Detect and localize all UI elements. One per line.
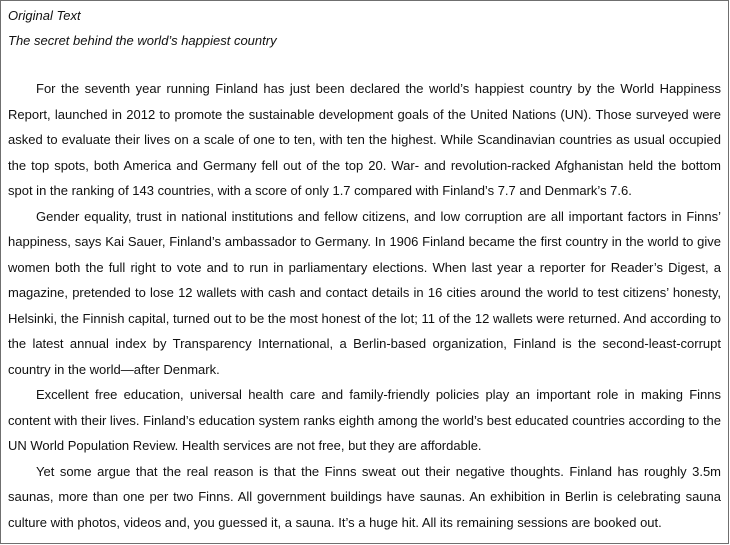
paragraph-2: Gender equality, trust in national institutions and fellow citizens, and low corruption are all important factors in Finns’ happiness, says Kai Sauer, Finland’s ambassador to Germany. In 1906 Finland became the first country in the world to give women both the full right to vote and to run in parliamentary elections. When last year a reporter for Reader’s Digest, a magazine, pretended to lose 12 wallets with cash and contact details in 16 cities around the world to test citizens’ honesty, Helsinki, the Finnish capital, turned out to be the most honest of the lot; 11 of the 12 wallets were returned. And according to the latest annual index by Transparency International, a Berlin-based organization, Finland is the second-least-corrupt country in the world—after Denmark. — [8, 208, 721, 377]
article-title: The secret behind the world’s happiest country — [8, 33, 277, 48]
article-body — [8, 76, 721, 535]
paragraph-1: For the seventh year running Finland has just been declared the world’s happiest country by the World Happiness Report, launched in 2012 to promote the sustainable development goals of the United Nations (UN). Those surveyed were asked to evaluate their lives on a scale of one to ten, with ten the highest. While Scandinavian countries as usual occupied the top spots, both America and Germany fell out of the top 20. War- and revolution-racked Afghanistan held the bottom spot in the ranking of 143 countries, with a score of only 1.7 compared with Finland’s 7.7 and Denmark’s 7.6. — [8, 81, 721, 198]
paragraph-4: Yet some argue that the real reason is that the Finns sweat out their negative thoughts. Finland has roughly 3.5m saunas, more than one per two Finns. All government buildings have saunas. An exhibition in Berlin is celebrating sauna culture with photos, videos and, you guessed it, a sauna. It’s a huge hit. All its remaining sessions are booked out. — [8, 463, 721, 530]
section-label: Original Text — [8, 8, 81, 23]
paragraph-3: Excellent free education, universal health care and family-friendly policies play an important role in making Finns content with their lives. Finland’s education system ranks eighth among the world’s best educated countries according to the UN World Population Review. Health services are not free, but they are affordable. — [8, 387, 721, 453]
